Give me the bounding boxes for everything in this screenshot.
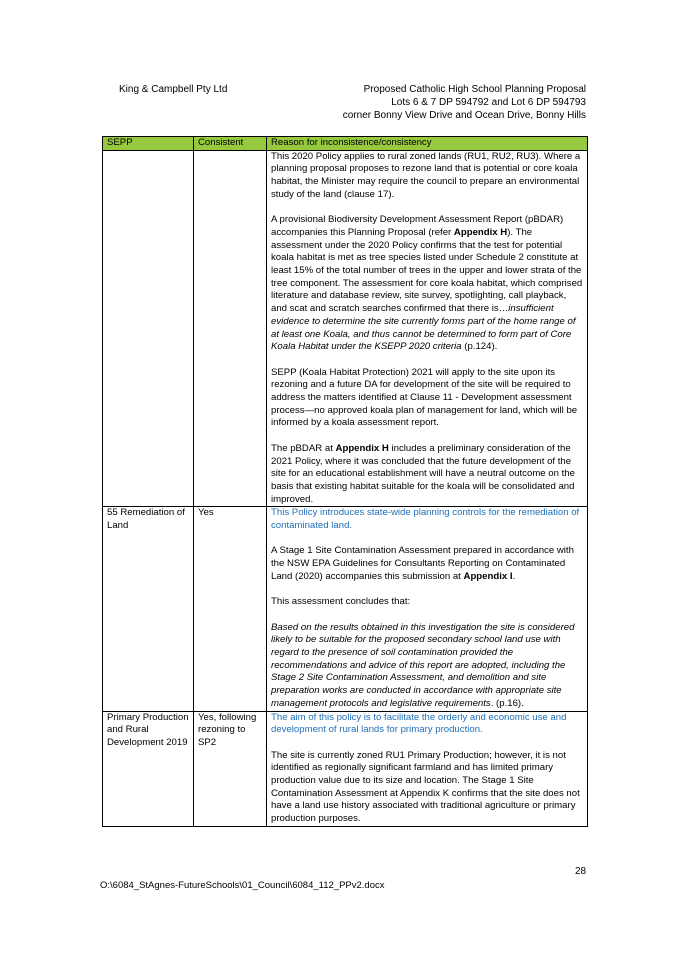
cell-sepp: 55 Remediation of Land — [103, 507, 194, 711]
paragraph: This 2020 Policy applies to rural zoned lands (RU1, RU2, RU3). Where a planning proposal proposes to rezone land that is potential or core koala habitat, the Minister may require the council to prepare an environmental study of the land (clause 17). — [271, 150, 581, 200]
paragraph — [271, 622, 583, 711]
cell-sepp — [103, 150, 194, 507]
column-header-consistent: Consistent — [194, 137, 267, 151]
cell-consistent: Yes — [194, 507, 267, 711]
header-title-line3: corner Bonny View Drive and Ocean Drive, Bonny Hills — [342, 110, 586, 121]
file-path: O:\6084_StAgnes-FutureSchools\01_Council\6084_112_PPv2.docx — [100, 880, 385, 891]
header-title-line1: Proposed Catholic High School Planning Proposal — [363, 84, 586, 95]
policy-aim: The aim of this policy is to facilitate the orderly and economic use and development of rural lands for primary production. — [271, 711, 567, 736]
paragraph: This assessment concludes that: — [271, 596, 411, 608]
text-run: . (p.16). — [490, 697, 524, 709]
text-run: ). The assessment under the 2020 Policy confirms that the test for potential koala habitat is met as tree species listed under Schedule 2 constitute at least 15% of the total number of trees in the upper and lower strata of the tree component. The assessment for core koala habitat, which comprised literature and database review, site survey, spotlighting, call playback, and scat and scratch searches confirmed that there is… — [271, 226, 583, 315]
text-run: The pBDAR at — [271, 442, 336, 454]
table-row — [103, 150, 588, 507]
column-header-sepp: SEPP — [103, 137, 194, 151]
policy-aim: This Policy introduces state-wide planning controls for the remediation of contaminated land. — [271, 507, 580, 532]
page-number: 28 — [575, 866, 587, 877]
header-title — [343, 83, 586, 122]
sepp-table — [102, 136, 588, 827]
paragraph — [271, 214, 583, 354]
appendix-reference: Appendix H — [335, 442, 389, 454]
appendix-reference: Appendix I — [463, 570, 513, 582]
table-header-row — [103, 137, 588, 151]
header-company: King & Campbell Pty Ltd — [119, 84, 228, 95]
table-row — [103, 507, 588, 711]
paragraph — [271, 443, 583, 507]
paragraph: SEPP (Koala Habitat Protection) 2021 will apply to the site upon its rezoning and a future DA for development of the site will be required to address the matters identified at Clause 11 - Development assessment process—no approved koala plan of management for land, which will be informed by a koala assessment report. — [271, 366, 578, 429]
header-title-line2: Lots 6 & 7 DP 594792 and Lot 6 DP 594793 — [391, 97, 586, 108]
text-run: includes a preliminary consideration of the 2021 Policy, where it was concluded that the future development of the site for an educational establishment will have a neutral outcome on the basis that existing habitat suitable for the koala will be consolidated and improved. — [271, 442, 575, 505]
text-run: A provisional Biodiversity Development Assessment Report (pBDAR) accompanies this Planning Proposal (refer — [271, 214, 564, 238]
cell-reason — [267, 507, 588, 711]
appendix-reference: Appendix H — [453, 226, 508, 238]
cell-consistent: Yes, following rezoning to SP2 — [194, 711, 267, 826]
cell-sepp: Primary Production and Rural Development 2019 — [103, 711, 194, 826]
cell-reason — [267, 711, 588, 826]
text-run: (p.124). — [461, 341, 498, 353]
paragraph — [271, 545, 583, 583]
cell-reason — [267, 150, 588, 507]
text-run: . — [512, 570, 516, 582]
quoted-text: Based on the results obtained in this investigation the site is considered likely to be suitable for the proposed secondary school land use with regard to the presence of soil contamination provided the recommendations and advice of this report are adopted, including the Stage 2 Site Contamination Assessment, and demolition and site preparation works are conducted in accordance with appropriate site management protocols and legislative requirements — [271, 621, 575, 709]
cell-consistent — [194, 150, 267, 507]
paragraph: The site is currently zoned RU1 Primary Production; however, it is not identified as regionally significant farmland and has limited primary production value due to its size and location. The Stage 1 Site Contamination Assessment at Appendix K confirms that the site does not have a land use history associated with traditional agriculture or primary production purposes. — [271, 749, 580, 825]
text-run: A Stage 1 Site Contamination Assessment prepared in accordance with the NSW EPA Guidelines for Consultants Reporting on Contaminated Land (2020) accompanies this submission at — [271, 545, 574, 582]
table-row — [103, 711, 588, 826]
column-header-reason: Reason for inconsistence/consistency — [267, 137, 588, 151]
quoted-text: insufficient evidence to determine the site currently forms part of the home range of at least one Koala, and thus cannot be determined to form part of Core Koala Habitat under the KSEPP 2020 criteria — [271, 303, 576, 353]
